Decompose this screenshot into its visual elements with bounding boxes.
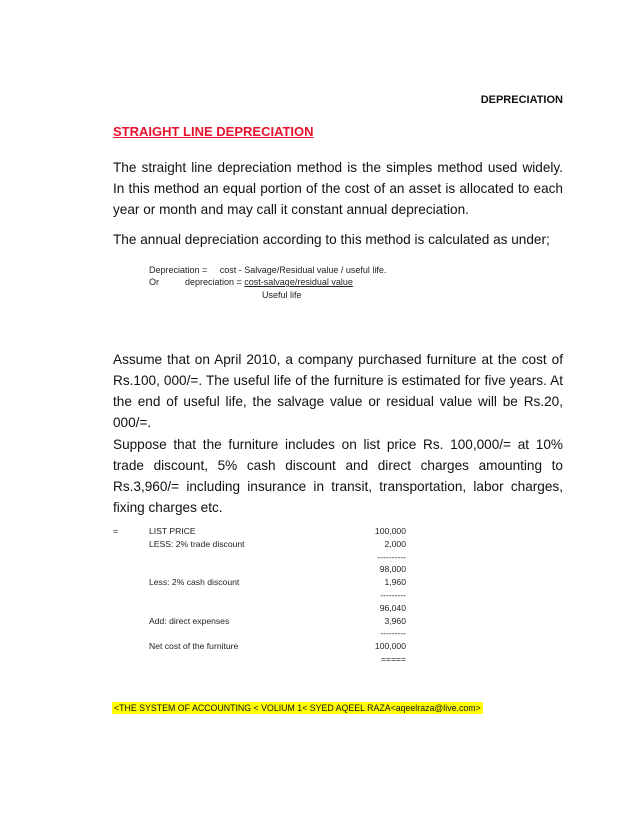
- formula-denominator: Useful life: [262, 290, 302, 300]
- calc-row-label: Add: direct expenses: [149, 615, 230, 626]
- calc-row-amount: 98,000: [379, 564, 406, 575]
- section-title: STRAIGHT LINE DEPRECIATION: [113, 124, 314, 139]
- calc-row-label: LESS: 2% trade discount: [149, 538, 245, 549]
- calc-row-amount: ---------: [380, 628, 406, 639]
- calc-row-label: LIST PRICE: [149, 526, 196, 536]
- formula-numerator: cost-salvage/residual value: [244, 277, 353, 287]
- calc-row-amount: 3,960: [384, 615, 406, 626]
- formula-label: depreciation =: [185, 277, 245, 287]
- footer-citation: <THE SYSTEM OF ACCOUNTING < VOLIUM 1< SYED AQEEL RAZA<aqeelraza@live.com>: [114, 703, 481, 713]
- suppose-paragraph: Suppose that the furniture includes on list price Rs. 100,000/= at 10% trade discount, 5% cash discount and direct charges amounting to Rs.3,960/= including insurance in transit, transportation, labor charges, fixing charges etc.: [113, 437, 563, 515]
- formula-or: Or: [149, 277, 159, 287]
- calc-row-label: Net cost of the furniture: [149, 641, 239, 652]
- formula-intro-paragraph: The annual depreciation according to this method is calculated as under;: [113, 232, 550, 247]
- calc-row-amount: =====: [380, 654, 406, 664]
- formula-line-2: [149, 277, 353, 287]
- page-header: DEPRECIATION: [480, 94, 563, 106]
- calc-equals-sign: =: [113, 526, 119, 536]
- intro-paragraph: The straight line depreciation method is the simples method used widely. In this method an equal portion of the cost of an asset is allocated to each year or month and may call it constant annual depreciation.: [113, 160, 563, 217]
- assume-paragraph: Assume that on April 2010, a company purchased furniture at the cost of Rs.100, 000/=. The useful life of the furniture is estimated for five years. At the end of useful life, the salvage value or residual value will be Rs.20, 000/=.: [113, 352, 563, 430]
- calc-row-amount: 1,960: [384, 577, 406, 588]
- calc-row-amount: 2,000: [384, 538, 406, 549]
- calc-row-amount: 96,040: [379, 602, 406, 613]
- calc-row-amount: ---------: [380, 590, 406, 600]
- calc-row-amount: ----------: [377, 551, 406, 562]
- calc-row-label: Less: 2% cash discount: [149, 577, 240, 588]
- calc-row-amount: 100,000: [374, 641, 406, 652]
- calc-row-amount: 100,000: [374, 526, 406, 536]
- formula-line-1: Depreciation = cost - Salvage/Residual value / useful life.: [149, 265, 387, 275]
